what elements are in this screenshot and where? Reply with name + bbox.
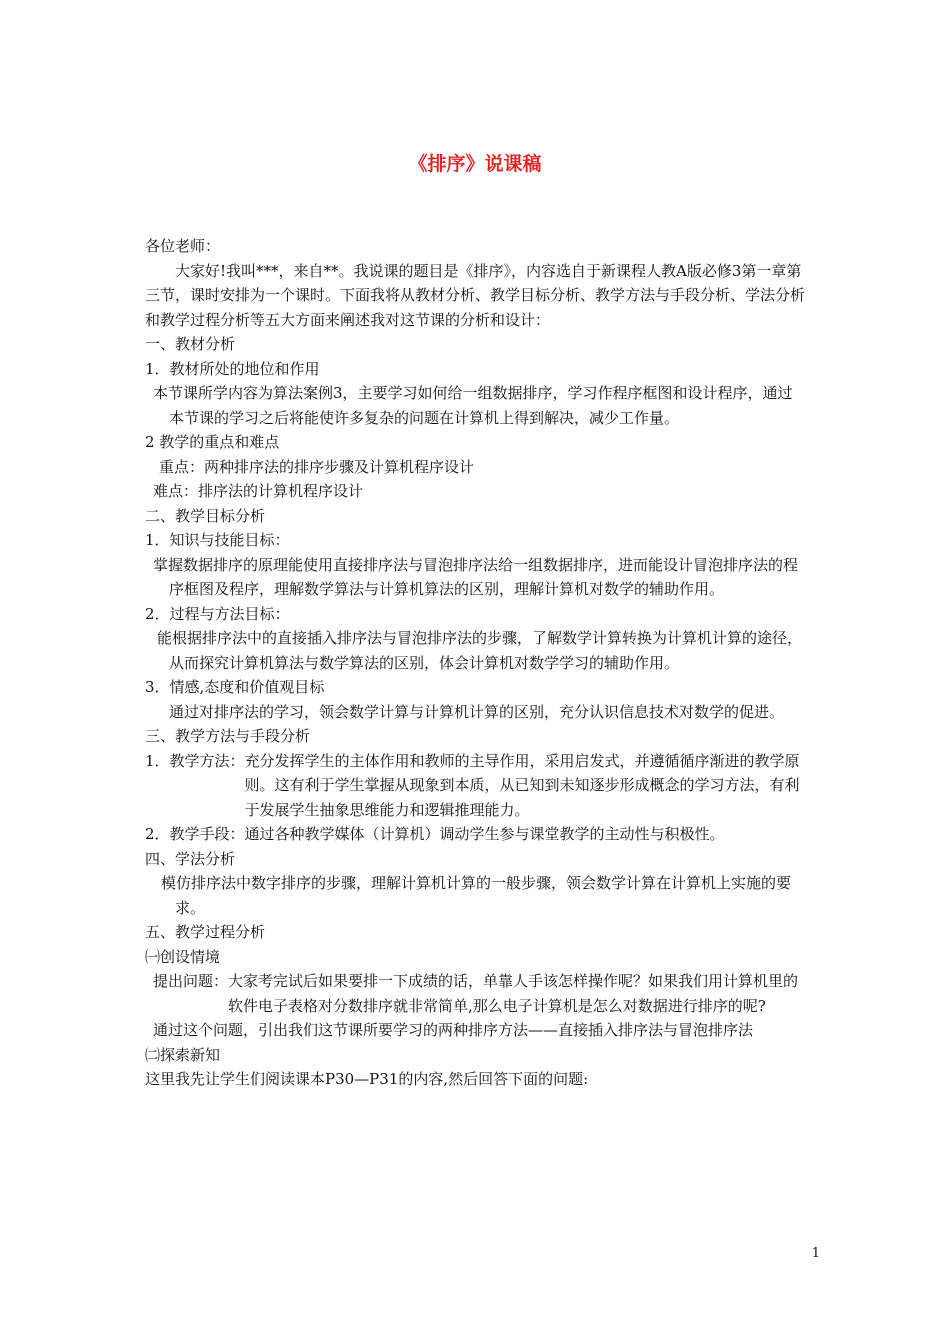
document-body xyxy=(145,234,807,1092)
teaching-means: 2．教学手段：通过各种教学媒体（计算机）调动学生参与课堂教学的主动性与积极性。 xyxy=(145,825,725,843)
section-2-item-3-text: 通过对排序法的学习，领会数学计算与计算机计算的区别，充分认识信息技术对数学的促进。 xyxy=(169,702,785,721)
section-1-heading: 一、教材分析 xyxy=(145,335,236,353)
section-5-item-2-heading: ㈡探索新知 xyxy=(145,1045,221,1064)
key-point: 重点：两种排序法的排序步骤及计算机程序设计 xyxy=(159,457,475,476)
section-2-heading: 二、教学目标分析 xyxy=(145,506,266,525)
section-1-item-2-heading: 2 教学的重点和难点 xyxy=(145,433,280,451)
section-5-item-2-text: 这里我先让学生们阅读课本P30—P31的内容,然后回答下面的问题: xyxy=(145,1070,589,1088)
question-text: 大家考完试后如果要排一下成绩的话，单靠人手该怎样操作呢？如果我们用计算机里的软件电子表格对分数排序就非常简单,那么电子计算机是怎么对数据进行排序的呢? xyxy=(228,972,799,1015)
section-4-heading: 四、学法分析 xyxy=(145,849,236,868)
section-2-item-2-heading: 2．过程与方法目标： xyxy=(145,604,290,623)
section-5-item-1-text: 通过这个问题，引出我们这节课所要学习的两种排序方法——直接插入排序法与冒泡排序法 xyxy=(153,1021,754,1039)
section-2-item-2-text: 能根据排序法中的直接插入排序法与冒泡排序法的步骤，了解数学计算转换为计算机计算的途径，从而探究计算机算法与数学算法的区别，体会计算机对数学学习的辅助作用。 xyxy=(157,629,803,672)
question-label: 提出问题： xyxy=(153,972,229,990)
page-number: 1 xyxy=(811,1246,820,1261)
greeting: 各位老师： xyxy=(145,237,221,255)
teaching-method-label: 1．教学方法： xyxy=(145,751,245,770)
section-3-heading: 三、教学方法与手段分析 xyxy=(145,727,311,745)
section-2-item-1-heading: 1．知识与技能目标： xyxy=(145,531,290,549)
section-1-item-1-heading: 1．教材所处的地位和作用 xyxy=(145,359,320,378)
section-4-text: 模仿排序法中数字排序的步骤，理解计算机计算的一般步骤，领会数学计算在计算机上实施的要求。 xyxy=(161,874,792,917)
section-5-heading: 五、教学过程分析 xyxy=(145,923,266,941)
teaching-method-text: 充分发挥学生的主体作用和教师的主导作用，采用启发式，并遵循循序渐进的教学原则。这有利于学生掌握从现象到本质，从已知到未知逐步形成概念的学习方法，有利于发展学生抽象思维能力和逻辑推理能力。 xyxy=(244,751,800,819)
section-2-item-1-text: 掌握数据排序的原理能使用直接排序法与冒泡排序法给一组数据排序，进而能设计冒泡排序法的程序框图及程序，理解数学算法与计算机算法的区别，理解计算机对数学的辅助作用。 xyxy=(153,555,799,598)
difficult-point: 难点：排序法的计算机程序设计 xyxy=(153,482,364,500)
section-1-item-1-text: 本节课所学内容为算法案例3，主要学习如何给一组数据排序，学习作程序框图和设计程序，通过本节课的学习之后将能使许多复杂的问题在计算机上得到解决，减少工作量。 xyxy=(153,384,793,427)
question-row xyxy=(145,969,807,1018)
intro-paragraph: 大家好!我叫***，来自**。我说课的题目是《排序》，内容选自于新课程人教A版必修3第一章第三节，课时安排为一个课时。下面我将从教材分析、教学目标分析、教学方法与手段分析、学法分析和教学过程分析等五大方面来阐述我对这节课的分析和设计： xyxy=(145,261,806,329)
section-5-item-1-heading: ㈠创设情境 xyxy=(145,947,221,966)
teaching-method-row xyxy=(145,749,807,823)
document-title: 《排序》说课稿 xyxy=(408,153,542,175)
section-2-item-3-heading: 3．情感,态度和价值观目标 xyxy=(145,678,325,696)
